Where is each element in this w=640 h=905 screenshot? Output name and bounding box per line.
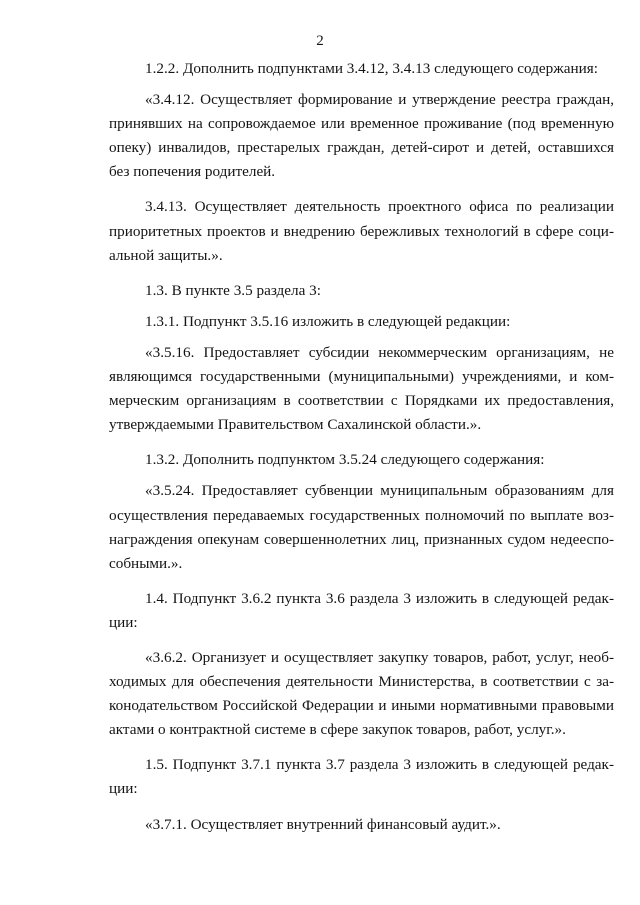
page-number: 2 bbox=[316, 33, 324, 49]
paragraph-3-7-1: «3.7.1. Осуществляет внутренний финансовый аудит.». bbox=[145, 815, 501, 833]
paragraph-1-2-2: 1.2.2. Дополнить подпунктами 3.4.12, 3.4.13 следующего содержания: bbox=[145, 60, 598, 77]
paragraph-3-4-12: «3.4.12. Осуществляет формирование и утверждение реестра граждан, принявших на сопровождаемое или временное проживание (под временную опеку) инвалидов, престарелых граждан, детей-сирот и детей, оставшихся без попечения родителей. bbox=[109, 91, 614, 181]
paragraph-1-3-1: 1.3.1. Подпункт 3.5.16 изложить в следующей редакции: bbox=[145, 312, 511, 330]
paragraph-1-3: 1.3. В пункте 3.5 раздела 3: bbox=[145, 281, 321, 299]
paragraph-3-4-13: 3.4.13. Осуществляет деятельность проектного офиса по реализации приоритетных проектов и внедрению бережливых технологий в сфере социальной защиты.». bbox=[109, 198, 614, 264]
paragraph-1-5: 1.5. Подпункт 3.7.1 пункта 3.7 раздела 3 изложить в следующей редакции: bbox=[109, 756, 614, 798]
paragraph-3-5-24: «3.5.24. Предоставляет субвенции муниципальным образованиям для осуществления передаваемых государственных полномочий по выплате вознаграждения опекунам совершеннолетних лиц, признанных судом недееспособными.». bbox=[109, 482, 614, 572]
document-body bbox=[109, 57, 614, 848]
paragraph-1-3-2: 1.3.2. Дополнить подпунктом 3.5.24 следующего содержания: bbox=[145, 451, 545, 469]
paragraph-3-5-16: «3.5.16. Предоставляет субсидии некоммерческим организациям, не являющимся государственными (муниципальными) учреждениями, и коммерческим организациям в соответствии с Порядками их предоставления, утверждаемыми Правительством Сахалинской области.». bbox=[109, 343, 614, 434]
paragraph-3-6-2: «3.6.2. Организует и осуществляет закупку товаров, работ, услуг, необходимых для обеспечения деятельности Министерства, в соответствии с законодательством Российской Федерации и иными нормативными правовыми актами о контрактной системе в сфере закупок товаров, работ, услуг.». bbox=[109, 648, 614, 739]
paragraph-1-4: 1.4. Подпункт 3.6.2 пункта 3.6 раздела 3 изложить в следующей редакции: bbox=[109, 589, 614, 631]
